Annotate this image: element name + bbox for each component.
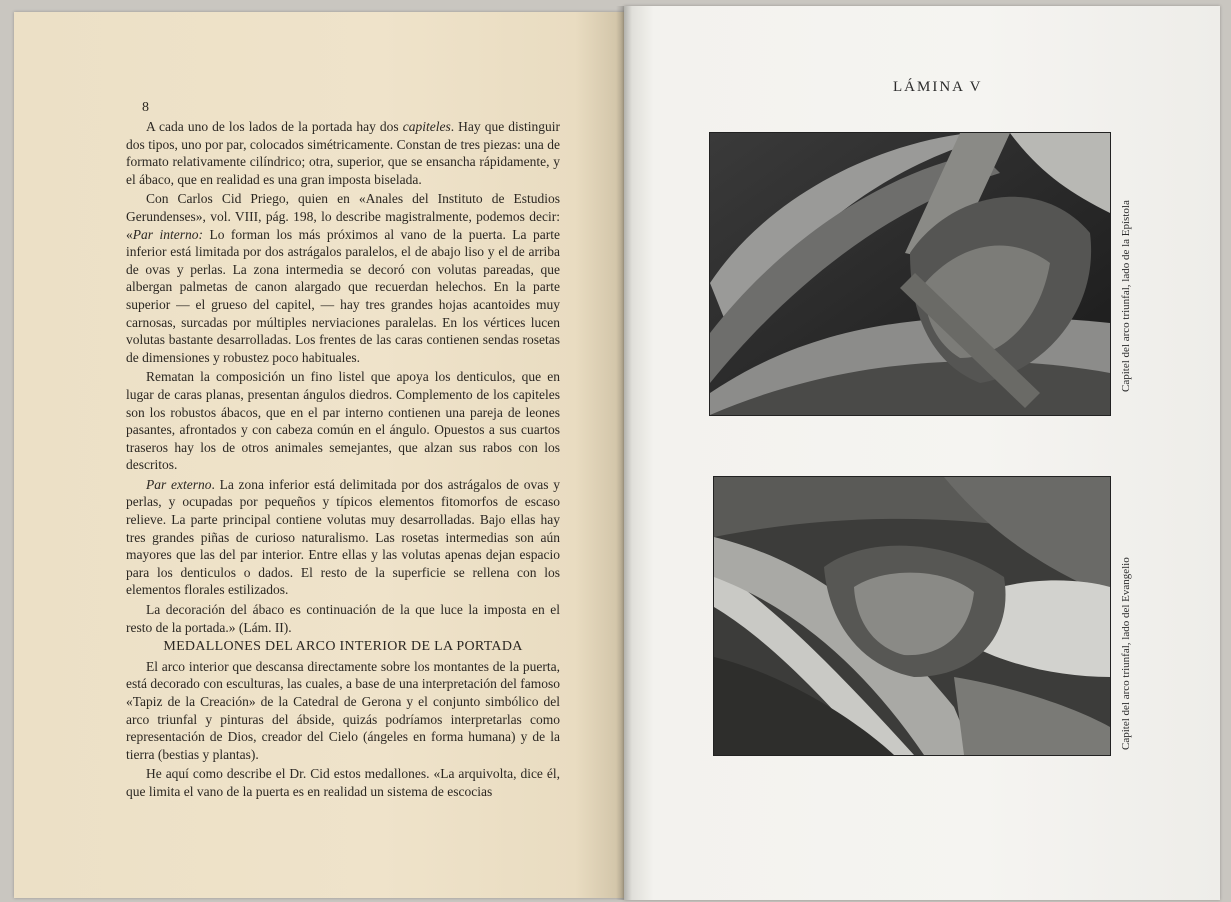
text-run: Rematan la composición un fino listel que apoya los denticulos, que en lugar de caras planas, presentan ángulos diedros. Complemento de los capiteles son los robustos ábacos, que en el par interno contienen una pareja de leones pasantes, afrontados y con cabeza común en el ángulo. Opuestos a sus cuartos traseros hay los de otros animales semejantes, que alzan sus rabos con los descritos. [126, 369, 560, 473]
text-run: . Hay que distinguir dos tipos, uno por par, colocados simétricamente. Constan de tres piezas: una de formato relativamente cilíndrico; otra, superior, que se ensancha rápidamente, y el ábaco, que en realidad es una gran imposta biselada. [126, 119, 560, 187]
italic-term: capiteles [402, 119, 451, 134]
paragraph [126, 190, 560, 366]
paragraph [126, 118, 560, 188]
capital-photo-evangelio [714, 477, 1110, 755]
text-run: La decoración del ábaco es continuación de la que luce la imposta en el resto de la portada.» (Lám. II). [126, 602, 560, 635]
photo-plate-evangelio [713, 476, 1111, 756]
text-run: He aquí como describe el Dr. Cid estos medallones. «La arquivolta, dice él, que limita el vano de la puerta es en realidad un sistema de escocias [126, 766, 560, 799]
paragraph [126, 658, 560, 764]
paragraph [126, 476, 560, 599]
text-run: . La zona inferior está delimitada por dos astrágalos de ovas y perlas, y ocupadas por pequeños y típicos elementos fitomorfos de escaso relieve. La parte principal contiene volutas muy desarrolladas. Bajo ellas hay tres grandes piñas de curioso naturalismo. Las rosetas intermedias son aún mayores que las del par interior. Entre ellas y las volutas apenas dejan espacio para los denticulos o dados. El resto de la superficie se rellena con los elementos florales estilizados. [126, 476, 561, 598]
book-gutter [616, 6, 632, 900]
text-run: Con Carlos Cid Priego, quien en «Anales del Instituto de Estudios Gerundenses», vol. VIII, pág. 198, lo describe magistralmente, podemos decir: « [126, 191, 560, 242]
paragraph [126, 601, 560, 636]
text-run: El arco interior que descansa directamente sobre los montantes de la puerta, está decorado con esculturas, las cuales, a base de una interpretación del famoso «Tapiz de la Creación» de la Catedral de Gerona y el conjunto simbólico del arco triunfal y pinturas del ábside, quizás podríamos interpretarlas como representación de Dios, creador del Cielo (ángeles en forma humana) y de la tierra (bestias y plantas). [126, 658, 560, 762]
paragraph [126, 765, 560, 800]
body-text [126, 118, 560, 803]
page-number: 8 [142, 100, 149, 115]
text-run: Lo forman los más próximos al vano de la puerta. La parte inferior está limitada por dos astrágalos paralelos, el de abajo liso y el de arriba de ovas y perlas. La zona intermedia se decoró con volutas pareadas, que albergan palmetas de canon alargado que recuerdan helechos. En la parte superior — el grueso del capitel, — hay tres grandes hojas acantoides muy carnosas, surcadas por múltiples nerviaciones paralelas. En los vértices lucen volutas bastante desarrolladas. Los frentes de las caras contienen sendas rosetas de dimensiones y robustez poco habituales. [126, 226, 560, 365]
text-section-capiteles [126, 118, 560, 636]
capital-photo-epistola [710, 133, 1110, 415]
italic-term: Par interno: [132, 226, 203, 242]
plate-caption-evangelio: Capitel del arco triunfal, lado del Evangelio [1120, 557, 1132, 750]
plate-caption-epistola: Capitel del arco triunfal, lado de la Epístola [1120, 200, 1132, 392]
italic-term: Par externo [146, 476, 212, 492]
text-section-medallones [126, 658, 560, 801]
text-run: A cada uno de los lados de la portada hay dos [146, 119, 403, 134]
photo-plate-epistola [709, 132, 1111, 416]
paragraph [126, 368, 560, 474]
section-heading: MEDALLONES DEL ARCO INTERIOR DE LA PORTADA [163, 639, 523, 655]
plate-title: LÁMINA V [893, 79, 983, 95]
